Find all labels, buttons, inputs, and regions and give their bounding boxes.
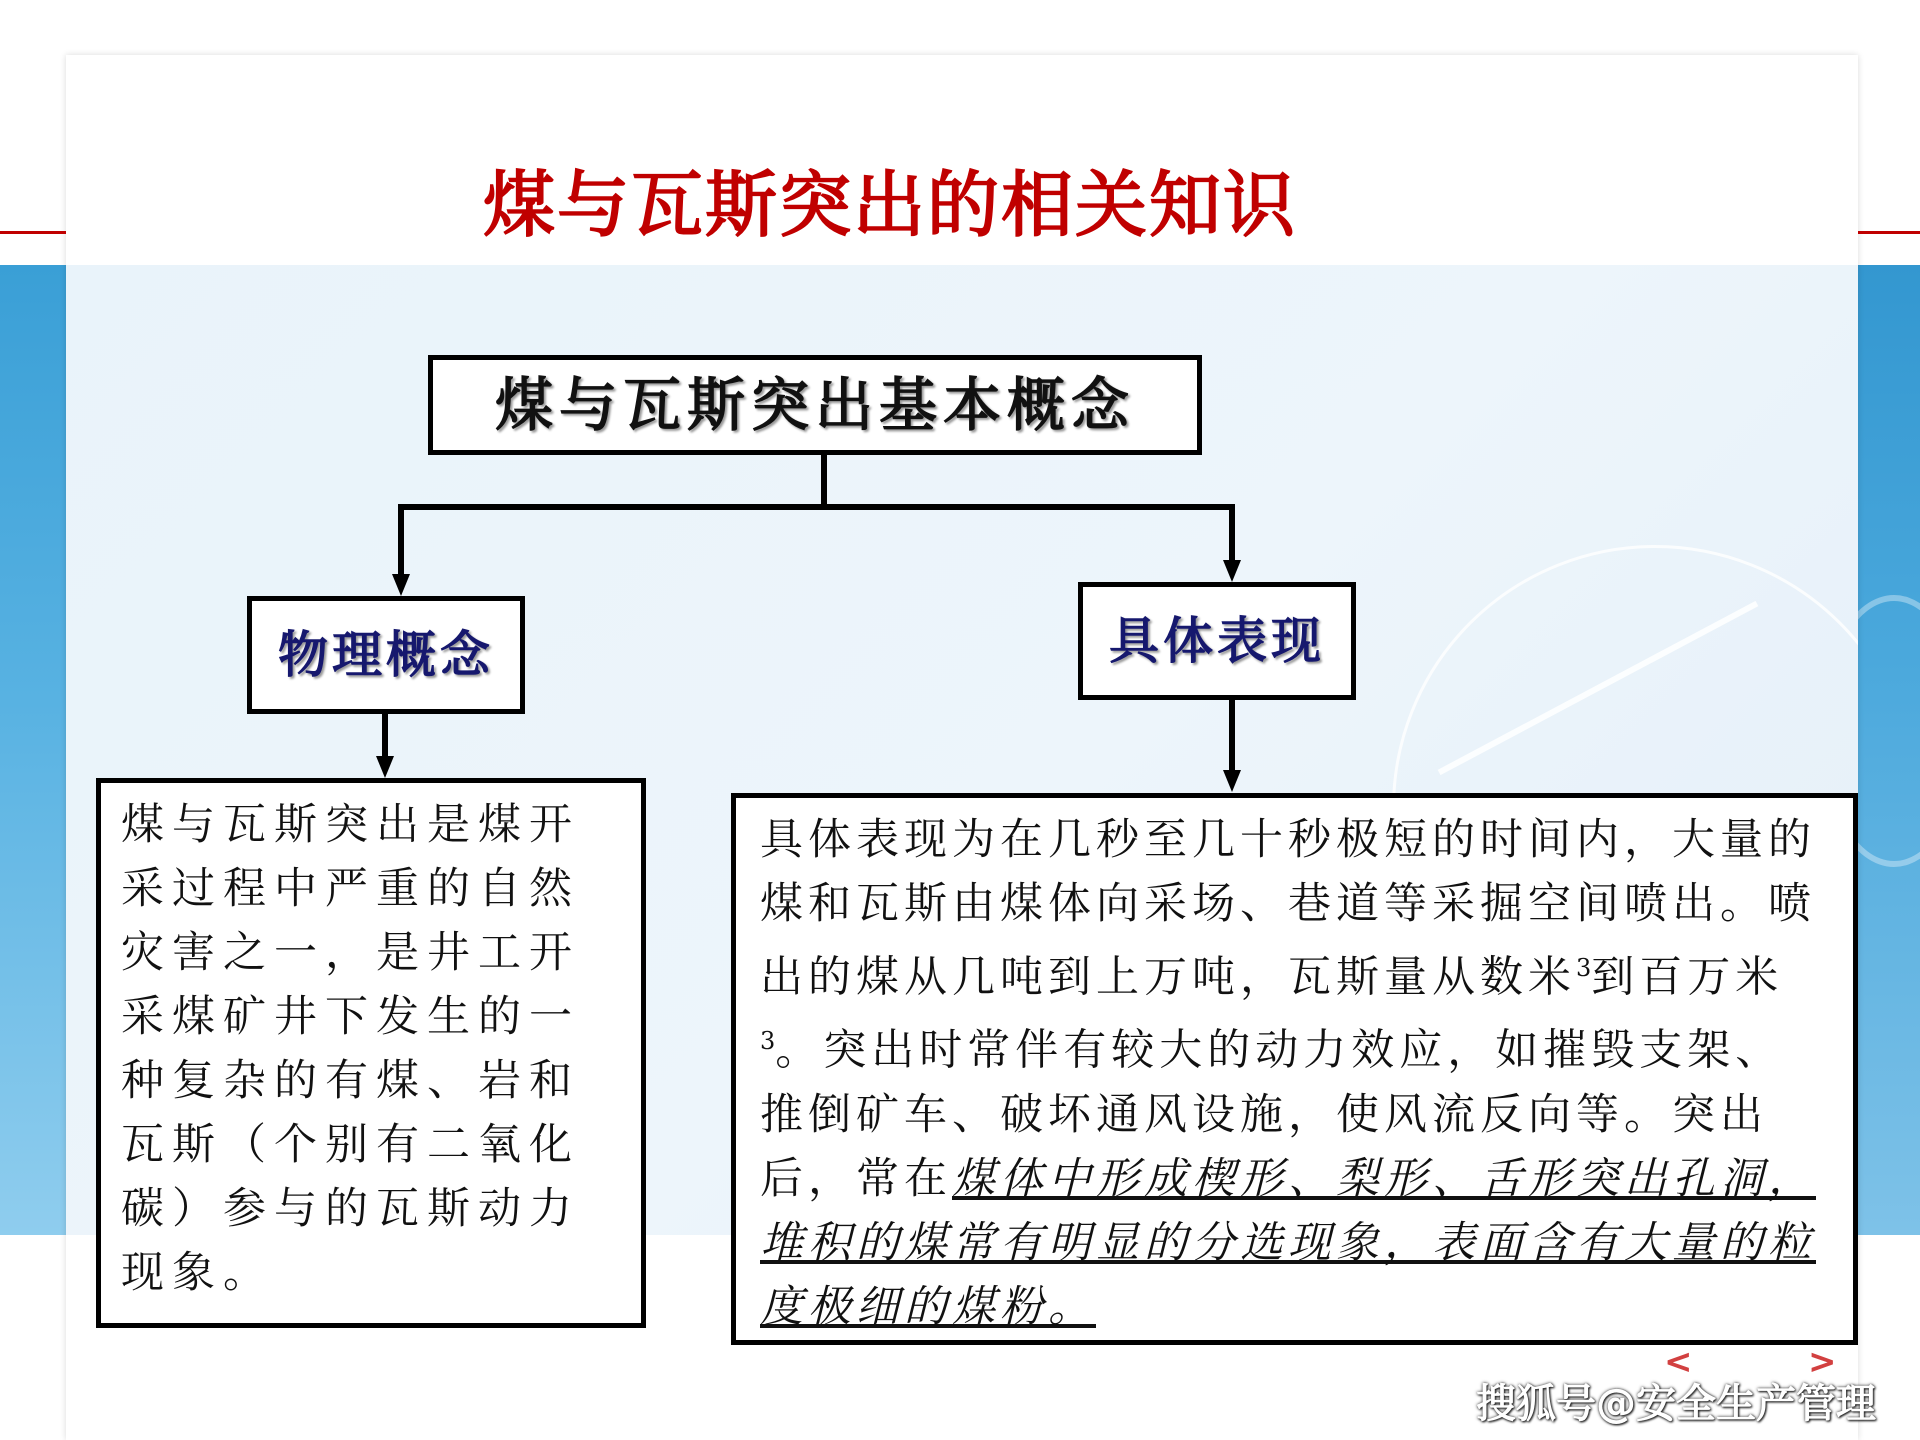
page-title: 煤与瓦斯突出的相关知识 [482,162,1297,247]
detail-superscript-1: 3 [1576,954,1592,982]
root-stem [821,455,827,507]
left-leaf-stem [382,714,388,758]
manifestation-node: 具体表现 [1078,582,1356,700]
detail-text-3: 。突出时常伴有较大的动力效应，如摧毁支架、推倒矿车、破坏通风设施，使风流反向等。突出后，常在 [760,1025,1784,1204]
title-rule-left [0,231,66,234]
title-rule-right [1858,231,1920,234]
definition-text-box: 煤与瓦斯突出是煤开采过程中严重的自然灾害之一，是井工开采煤矿井下发生的一种复杂的有煤、岩和瓦斯（个别有二氧化碳）参与的瓦斯动力现象。 [96,778,646,1328]
prev-slide-button[interactable]: < [1664,1342,1693,1382]
left-blue-band [0,265,66,1235]
right-leaf-arrow [1223,770,1241,792]
left-branch-arrow [392,574,410,596]
left-branch-stem [398,504,404,576]
right-blue-band [1858,265,1920,1235]
right-leaf-stem [1229,700,1235,772]
detail-text-2: 到百万米 [1591,952,1784,1003]
root-node: 煤与瓦斯突出基本概念 [428,355,1202,455]
detail-superscript-2: 3 [760,1027,776,1056]
detail-text-1: 具体表现为在几秒至几十秒极短的时间内，大量的煤和瓦斯由煤体向采场、巷道等采掘空间喷出。喷出的煤从几吨到上万吨，瓦斯量从数米 [760,815,1816,1003]
left-leaf-arrow [376,756,394,778]
branch-bar [398,504,1235,510]
detail-emphasis-text: 煤体中形成楔形、梨形、舌形突出孔洞，堆积的煤常有明显的分选现象，表面含有大量的粒度极细的煤粉。 [760,1153,1816,1332]
next-slide-button[interactable]: > [1808,1342,1837,1382]
right-branch-stem [1229,504,1235,562]
physical-concept-node: 物理概念 [247,596,525,714]
right-branch-arrow [1223,560,1241,582]
watermark: 搜狐号@安全生产管理 [1476,1381,1876,1427]
manifestation-text-box [731,793,1858,1345]
